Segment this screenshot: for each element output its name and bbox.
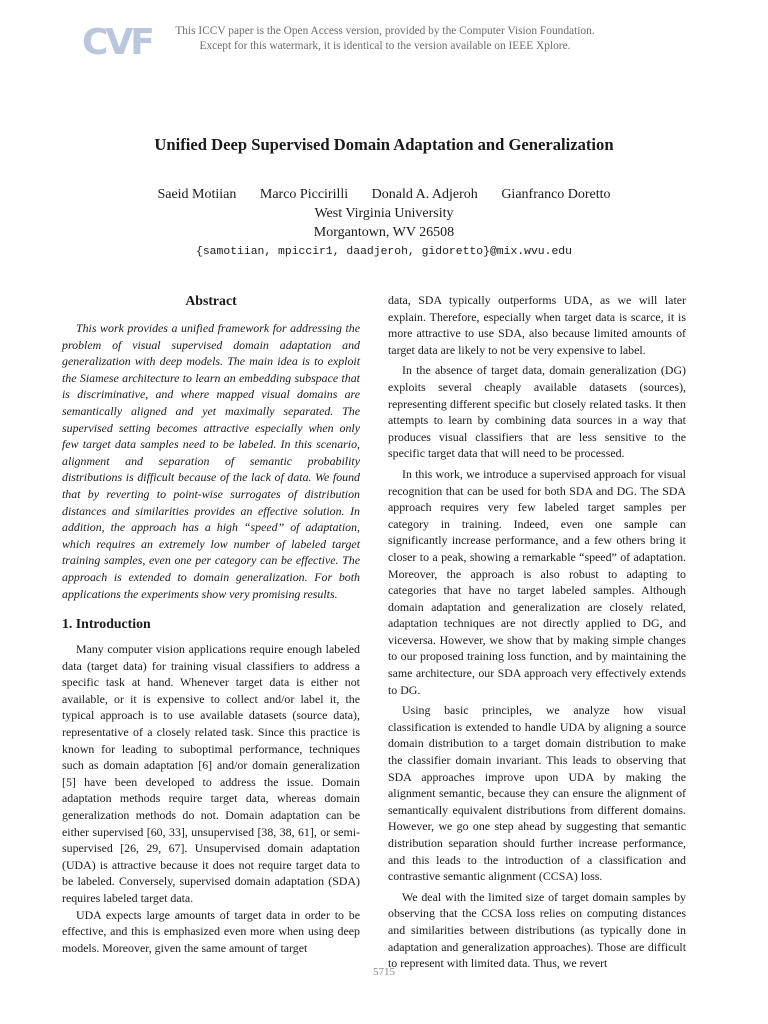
affiliation: West Virginia University [314,206,454,221]
author-names [0,185,768,204]
location: Morgantown, WV 26508 [313,225,455,240]
paragraph: UDA expects large amounts of target data in order to be effective, and this is emphasized even more when using deep models. Moreover, given the same amount of target [62,907,360,955]
section-heading-introduction: 1. Introduction [62,616,151,632]
abstract-heading: Abstract [185,293,237,308]
paragraph: data, SDA typically outperforms UDA, as we will later explain. Therefore, especially when target data is scarce, it is more attractive to use SDA, also because limited amounts of target data are likely to not be very expensive to label. [388,293,686,357]
right-column [388,292,686,972]
watermark-line-2: Except for this watermark, it is identical to the version available on IEEE Xplore. [199,39,571,52]
author-name: Donald A. Adjeroh [371,187,478,202]
author-emails: {samotiian, mpiccir1, daadjeroh, gidoretto}@mix.wvu.edu [196,246,572,258]
paragraph: Many computer vision applications require enough labeled data (target data) for training visual classifiers to address a specific task at hand. Whenever target data is either not available, or it is expensive to collect and/or label it, the typical approach is to use available datasets (source data), representative of a closely related task. Since this practice is known for leading to suboptimal performance, techniques such as domain adaptation [6] and/or domain generalization [5] have been developed to address the issue. Domain adaptation methods require target data, whereas domain generalization methods do not. Domain adaptation can be either supervised [60, 33], unsupervised [38, 38, 61], or semi-supervised [26, 29, 67]. Unsupervised domain adaptation (UDA) is attractive because it does not require target data to be labeled. Conversely, supervised domain adaptation (SDA) requires labeled target data. [62,642,360,905]
author-name: Saeid Motiian [157,187,237,202]
cvf-logo-icon [82,20,152,63]
svg-text:CVF: CVF [82,22,152,63]
open-access-watermark [150,24,620,53]
author-block [0,185,768,262]
author-name: Gianfranco Doretto [501,187,611,202]
paper-title: Unified Deep Supervised Domain Adaptation and Generalization [154,135,614,154]
paragraph: Using basic principles, we analyze how visual classification is extended to handle UDA by aligning a source domain distribution to a target domain distribution to make the classifier domain invariant. This leads to observing that SDA approaches improve upon UDA by making the alignment semantic, because they can ensure the alignment of semantically equivalent distributions from different domains. However, we go one step ahead by suggesting that semantic distribution separation should further increase performance, and this leads to the introduction of a classification and contrastive semantic alignment (CCSA) loss. [388,703,686,884]
left-column [62,292,360,956]
watermark-line-1: This ICCV paper is the Open Access version, provided by the Computer Vision Foundation. [175,25,595,37]
author-name: Marco Piccirilli [259,187,349,202]
paragraph: In the absence of target data, domain generalization (DG) exploits several cheaply available datasets (sources), representing different specific but closely related tasks. It then attempts to learn by combining data sources in a way that produces visual classifiers that are less sensitive to the specific target data that will need to be processed. [388,363,686,461]
page-number: 5715 [373,966,395,978]
abstract-text: This work provides a unified framework for addressing the problem of visual supervised domain adaptation and generalization with deep models. The main idea is to exploit the Siamese architecture to learn an embedding subspace that is discriminative, and where mapped visual domains are semantically aligned and yet maximally separated. The supervised setting becomes attractive especially when only few target data samples need to be labeled. In this scenario, alignment and separation of semantic probability distributions is difficult because of the lack of data. We found that by reverting to point-wise surrogates of distribution distances and similarities provides an effective solution. In addition, the approach has a high “speed” of adaptation, which requires an extremely low number of labeled target training samples, even one per category can be effective. The approach is extended to domain generalization. For both applications the experiments show very promising results. [62,321,360,601]
paragraph: We deal with the limited size of target domain samples by observing that the CCSA loss relies on computing distances and similarities between distributions (as typically done in adaptation and generalization approaches). Those are difficult to represent with limited data. Thus, we revert [388,889,686,971]
paragraph: In this work, we introduce a supervised approach for visual recognition that can be used for both SDA and DG. The SDA approach requires very few labeled target samples per category in training. Indeed, even one sample can significantly increase performance, and a few others bring it closer to a peak, showing a remarkable “speed” of adaptation. Moreover, the approach is also robust to adapting to categories that have no target labeled samples. Although domain adaptation and generalization are closely related, adaptation techniques are not directly applied to DG, and viceversa. However, we show that by making simple changes to our proposed training loss function, and by maintaining the same architecture, our SDA approach very effectively extends to DG. [388,466,686,697]
